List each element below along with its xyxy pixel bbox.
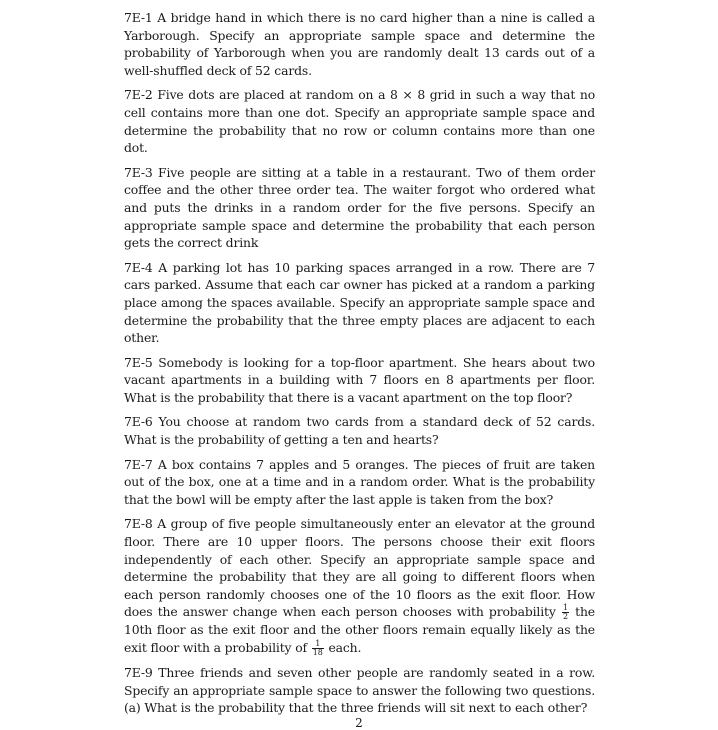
document-page (124, 9, 595, 724)
problem-7e-1: 7E-1 A bridge hand in which there is no card higher than a nine is called a Yarborough. Specify an appropriate sample space and determine the probability of Yarborough when you are randomly dealt 13 cards out of a well-shuffled deck of 52 cards. (124, 10, 595, 78)
fraction-denominator: 18 (312, 648, 323, 657)
problem-7e-8 (124, 515, 595, 657)
fraction-one-eighteenth (312, 640, 324, 657)
problem-7e-7: 7E-7 A box contains 7 apples and 5 oranges. The pieces of fruit are taken out of the box, one at a time and in a random order. What is the probability that the bowl will be empty after the last apple is taken from the box? (124, 456, 595, 507)
problem-7e-8-text-part3: each. (328, 640, 362, 655)
problem-7e-2: 7E-2 Five dots are placed at random on a 8 × 8 grid in such a way that no cell contains more than one dot. Specify an appropriate sample space and determine the probability that no row or column contains more than one dot. (124, 87, 595, 156)
fraction-numerator: 1 (562, 603, 568, 613)
fraction-denominator: 2 (562, 612, 568, 622)
problem-7e-9: 7E-9 Three friends and seven other people are randomly seated in a row. Specify an appropriate sample space to answer the following two questions. (a) What is the probability that the three friends will sit next to each other? (124, 665, 595, 716)
problem-7e-3: 7E-3 Five people are sitting at a table in a restaurant. Two of them order coffee and the other three order tea. The waiter forgot who ordered what and puts the drinks in a random order for the five persons. Specify an appropriate sample space and determine the probability that each person gets the correct drink (124, 164, 595, 251)
fraction-one-half (562, 604, 569, 621)
problem-7e-4: 7E-4 A parking lot has 10 parking spaces arranged in a row. There are 7 cars parked. Assume that each car owner has picked at a random a parking place among the spaces available. Specify an appropriate sample space and determine the probability that the three empty places are adjacent to each other. (124, 259, 595, 346)
problem-7e-8-text-part1: 7E-8 A group of five people simultaneously enter an elevator at the ground floor. There are 10 upper floors. The persons choose their exit floors independently of each other. Specify an appropriate sample space and determine the probability that they are all going to different floors when each person randomly chooses one of the 10 floors as the exit floor. How does the answer change when each person chooses with probability (124, 516, 595, 620)
fraction-numerator: 1 (312, 640, 324, 649)
problem-7e-8-text-part2: the 10th floor as the exit floor and the other floors remain equally likely as the exit floor with a probability of (124, 604, 595, 655)
page-number: 2 (355, 716, 363, 730)
problem-7e-5: 7E-5 Somebody is looking for a top-floor apartment. She hears about two vacant apartments in a building with 7 floors en 8 apartments per floor. What is the probability that there is a vacant apartment on the top floor? (124, 354, 595, 405)
problem-7e-6: 7E-6 You choose at random two cards from a standard deck of 52 cards. What is the probability of getting a ten and hearts? (124, 414, 595, 448)
